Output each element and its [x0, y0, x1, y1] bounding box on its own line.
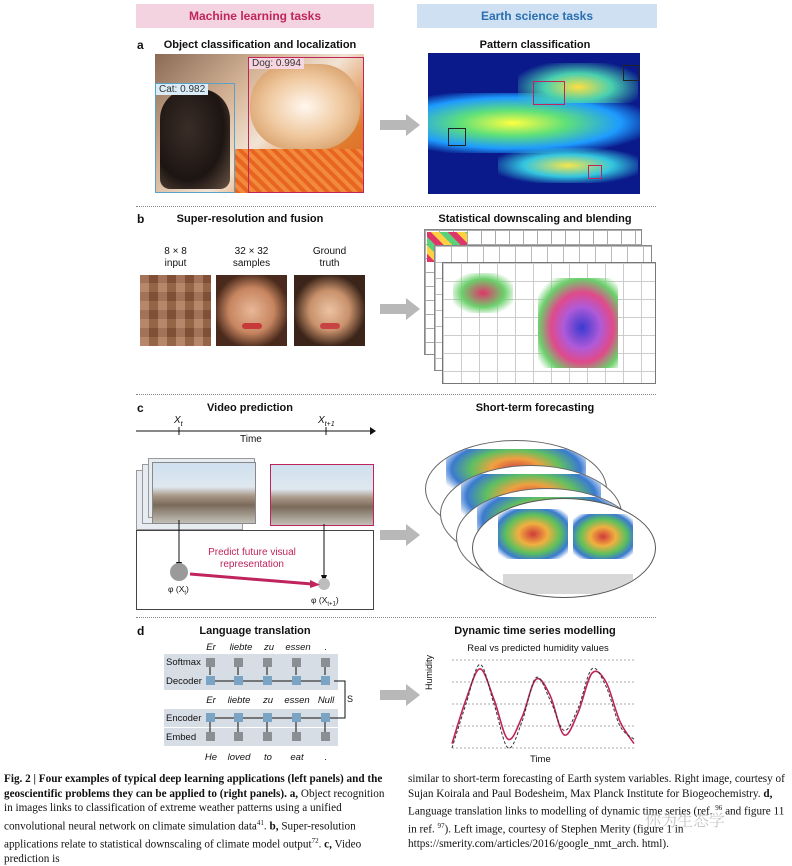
panel-a-es-title: Pattern classification — [479, 39, 591, 51]
encoder-node-2 — [234, 713, 243, 722]
face-ground-truth — [294, 275, 365, 346]
pattern-box-black — [448, 128, 466, 146]
embed-node-1 — [206, 732, 215, 741]
mid-word-3: zu — [262, 695, 274, 706]
embed-node-2 — [234, 732, 243, 741]
face-sample — [216, 275, 287, 346]
embed-node-5 — [321, 732, 330, 741]
cat-label: Cat: 0.982 — [156, 84, 208, 95]
softmax-node-3 — [263, 658, 272, 667]
mid-word-1: Er — [206, 695, 216, 706]
separator-b-c — [136, 394, 656, 395]
panel-c-letter: c — [137, 401, 144, 415]
panel-d-es-title: Dynamic time series modelling — [454, 625, 616, 637]
pattern-box-red-2 — [588, 165, 602, 179]
phi-xt1-label: φ $(X_{t+1})$ — [311, 595, 339, 608]
arrow-c — [380, 522, 422, 548]
encoder-node-5 — [321, 713, 330, 722]
decoder-node-1 — [206, 676, 215, 685]
encoder-label: Encoder — [166, 713, 202, 724]
top-word-3: zu — [263, 642, 275, 653]
softmax-node-4 — [292, 658, 301, 667]
caption-right: similar to short-term forecasting of Earth system variables. Right image, courtesy of Sujan Koirala and Paul Bodesheim, Max Planck Institute for Biogeochemistry. d, Language translation links to modelling of dynamic time series (ref. $^{96}$ and figure 11 in ref. $^{97}$). Left image, courtesy of Stephen Merity (figure 1 in https://smerity.com/articles/2016/google_nmt_arch. html). — [408, 773, 785, 851]
arrow-b — [380, 296, 422, 322]
separator-c-d — [136, 617, 656, 618]
predict-label: Predict future visual representation — [208, 547, 296, 570]
ml-tasks-header: Machine learning tasks — [136, 4, 374, 28]
humidity-series-1 — [452, 669, 634, 744]
top-word-5: . — [324, 642, 328, 653]
face-low-res — [140, 275, 211, 346]
xt1-label: $X_{t+1}$ — [318, 415, 335, 428]
arrow-d — [380, 682, 422, 708]
time-axis-label: Time — [240, 434, 262, 445]
decoder-node-2 — [234, 676, 243, 685]
panel-d-letter: d — [137, 624, 145, 638]
downscaling-map-front — [442, 262, 656, 384]
softmax-node-5 — [321, 658, 330, 667]
decoder-label: Decoder — [166, 676, 202, 687]
decoder-node-4 — [292, 676, 301, 685]
col2-label: 32 × 32 samples — [232, 246, 271, 269]
embed-node-4 — [292, 732, 301, 741]
embed-node-3 — [263, 732, 272, 741]
pattern-box-black-2 — [623, 65, 639, 81]
es-tasks-header: Earth science tasks — [417, 4, 657, 28]
softmax-node-2 — [234, 658, 243, 667]
decoder-node-3 — [263, 676, 272, 685]
panel-c-es-title: Short-term forecasting — [475, 402, 595, 414]
caption-left: Fig. 2 | Four examples of typical deep learning applications (left panels) and the geoscientific problems they can be applied to (right panels). a, Object recognition in images links to classification of extreme weather patterns using a unified convolutional neural network on climate simulation data$^{41}$. b, Super-resolution applications relate to statistical downscaling of climate model output$^{72}$. c, Video prediction is — [4, 773, 385, 865]
bottom-word-3: to — [264, 752, 272, 763]
chart-ylabel: Humidity — [424, 654, 434, 690]
s-label: S — [347, 694, 354, 704]
mid-word-4: essen — [284, 695, 310, 706]
encoder-node-3 — [263, 713, 272, 722]
bottom-word-1: He — [204, 752, 218, 763]
humidity-series-2 — [452, 664, 634, 748]
dog-bbox — [248, 57, 364, 193]
humidity-chart — [448, 656, 638, 752]
softmax-label: Softmax — [166, 657, 201, 668]
dog-label: Dog: 0.994 — [249, 58, 304, 69]
softmax-node-1 — [206, 658, 215, 667]
panel-b-letter: b — [137, 212, 145, 226]
separator-a-b — [136, 206, 656, 207]
bottom-word-2: loved — [227, 752, 251, 763]
cat-bbox — [155, 83, 235, 193]
panel-b-es-title: Statistical downscaling and blending — [438, 213, 632, 225]
top-word-4: essen — [285, 642, 311, 653]
bottom-word-5: . — [324, 752, 328, 763]
encoder-node-4 — [292, 713, 301, 722]
bottom-word-4: eat — [290, 752, 304, 763]
phi-xt-label: φ $(X_t)$ — [168, 584, 189, 597]
climate-pattern-map — [428, 53, 640, 194]
embed-label: Embed — [166, 732, 197, 743]
globe-front — [472, 498, 656, 598]
chart-xlabel: Time — [530, 754, 551, 765]
mid-word-5: Null — [317, 695, 335, 706]
decoder-node-5 — [321, 676, 330, 685]
arrow-a — [380, 112, 422, 138]
panel-a-ml-title: Object classification and localization — [163, 39, 357, 51]
mid-word-2: liebte — [227, 695, 251, 706]
panel-b-ml-title: Super-resolution and fusion — [176, 213, 324, 225]
xt-label: $X_t$ — [174, 415, 183, 428]
panel-a-letter: a — [137, 38, 144, 52]
panel-c-ml-title: Video prediction — [207, 402, 293, 414]
pattern-box-red — [533, 81, 565, 105]
panel-d-ml-title: Language translation — [199, 625, 311, 637]
top-word-2: liebte — [229, 642, 253, 653]
watermark: 你为生态学 — [645, 813, 726, 830]
top-word-1: Er — [206, 642, 216, 653]
col1-label: 8 × 8 input — [164, 246, 187, 269]
chart-subtitle: Real vs predicted humidity values — [467, 643, 609, 654]
encoder-node-1 — [206, 713, 215, 722]
col3-label: Ground truth — [312, 246, 347, 269]
